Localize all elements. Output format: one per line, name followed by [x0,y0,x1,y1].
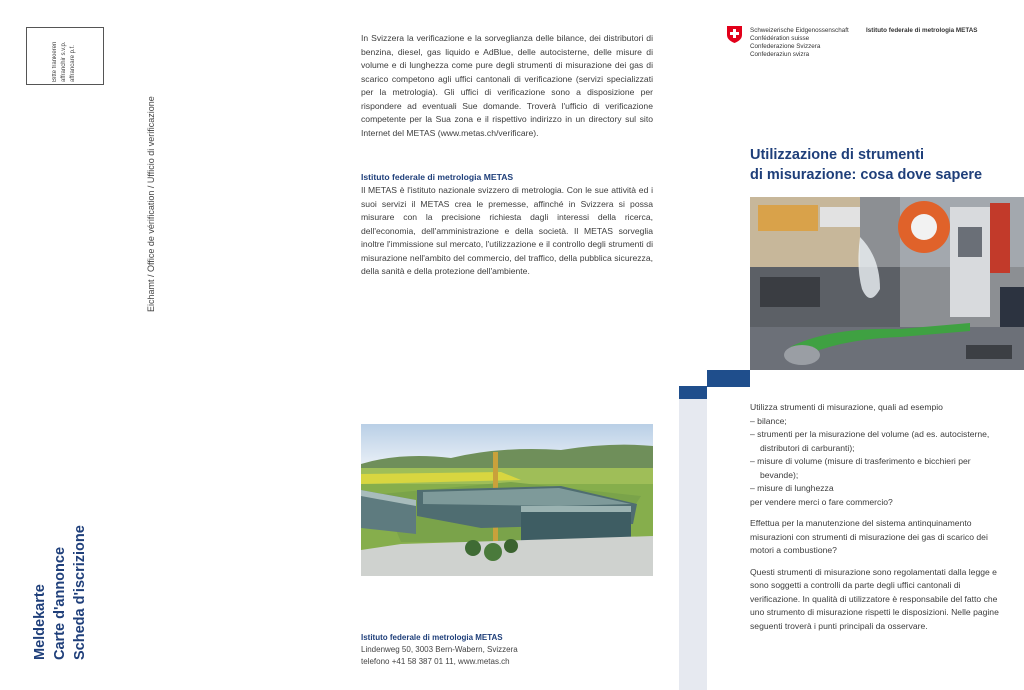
metas-building-photo [361,424,653,576]
card-title-it: Scheda d'iscrizione [72,525,88,660]
regulation-paragraph: Questi strumenti di misurazione sono regolamentati dalla legge e sono soggetti a controlli da parte degli uffici cantonali di verificazione. In qualità di utilizzatore è responsabile del fatto che uno strumento di misurazione rispetti le disposizioni. Nelle pagine seguenti troverà i punti principali da osservare. [750,566,999,631]
measuring-instruments-photo [750,197,1024,370]
address-line: Lindenweg 50, 3003 Bern-Wabern, Svizzera [361,645,518,654]
confed-it: Confederazione Svizzera [750,43,821,50]
list-item: – bilance; [750,415,787,426]
accent-block-upper [707,370,750,387]
stamp-text [51,32,101,82]
right-body-text [750,401,1002,633]
page-title [750,145,982,185]
stamp-line-3: affrancare p.f. [70,45,76,82]
stamp-line-1: Bitte frankieren [52,41,58,82]
list-item: – misure di volume (misure di trasferimento e bicchieri per bevande); [750,456,971,480]
exhaust-paragraph: Effettua per la manutenzione del sistema antinquinamento misurazioni con strumenti di misurazione dei gas di scarico dei motori a combustione? [750,518,988,555]
decorative-side-bar [679,399,707,690]
list-item: – strumenti per la misurazione del volume (ad es. autocisterne, distributori di carburanti); [750,429,990,453]
title-line-2: di misurazione: cosa dove sapere [750,167,983,183]
confed-fr: Confédération suisse [750,35,810,42]
address-block [361,632,518,668]
address-heading: Istituto federale di metrologia METAS [361,633,503,642]
swiss-coat-of-arms-icon [727,26,742,43]
stamp-box [26,27,104,85]
institute-name: Istituto federale di metrologia METAS [866,27,978,34]
stamp-line-2: affranchir s.v.p. [61,41,67,82]
confed-de: Schweizerische Eidgenossenschaft [750,27,849,34]
confederation-names [750,27,849,59]
list-item: – misure di lunghezza [750,483,834,493]
metas-section-heading: Istituto federale di metrologia METAS [361,172,514,182]
card-title-fr: Carte d'annonce [52,546,68,660]
lead-sentence: Utilizza strumenti di misurazione, quali ad esempio [750,402,943,412]
confed-rm: Confederaziun svizra [750,51,810,58]
card-titles [30,520,90,660]
accent-block-lower [679,386,707,399]
metas-section-paragraph: Il METAS è l'istituto nazionale svizzero di metrologia. Con le sue attività ed i suoi servizi il METAS crea le premesse, affinché in Svizzera si possa misurare con la precisione richiesta dagli interessi della ricerca, dell'economia, dell'amministrazione e della società. Il METAS sorveglia inoltre l'immissione sul mercato, l'utilizzazione e il controllo degli strumenti di misurazione nell'ambito del commercio, del traffico, della pubblica sicurezza, della sanità e della protezione dell'ambiente. [361,185,653,276]
intro-paragraph: In Svizzera la verificazione e la sorveglianza delle bilance, dei distributori di benzina, diesel, gas liquido e AdBlue, delle autocisterne, delle misure di volume e di lunghezza come pure degli strumenti di misurazione dei gas di scarico competono agli uffici cantonali di verificazione (servizi specializzati per la metrologia). Gli uffici di verificazione sono a disposizione per rispondere ad eventuali Sue domande. Troverà l'ufficio di verificazione competente per la Sua zona e il rispettivo indirizzo in un directory sul sito Internet del METAS (www.metas.ch/verificare). [361,33,653,138]
office-vertical-label: Eichamt / Office de vérification / Ufficio di verificazione [146,96,156,312]
address-contact: telefono +41 58 387 01 11, www.metas.ch [361,657,510,666]
card-title-de: Meldekarte [32,584,48,660]
question-tail: per vendere merci o fare commercio? [750,496,893,507]
title-line-1: Utilizzazione di strumenti [750,147,925,163]
